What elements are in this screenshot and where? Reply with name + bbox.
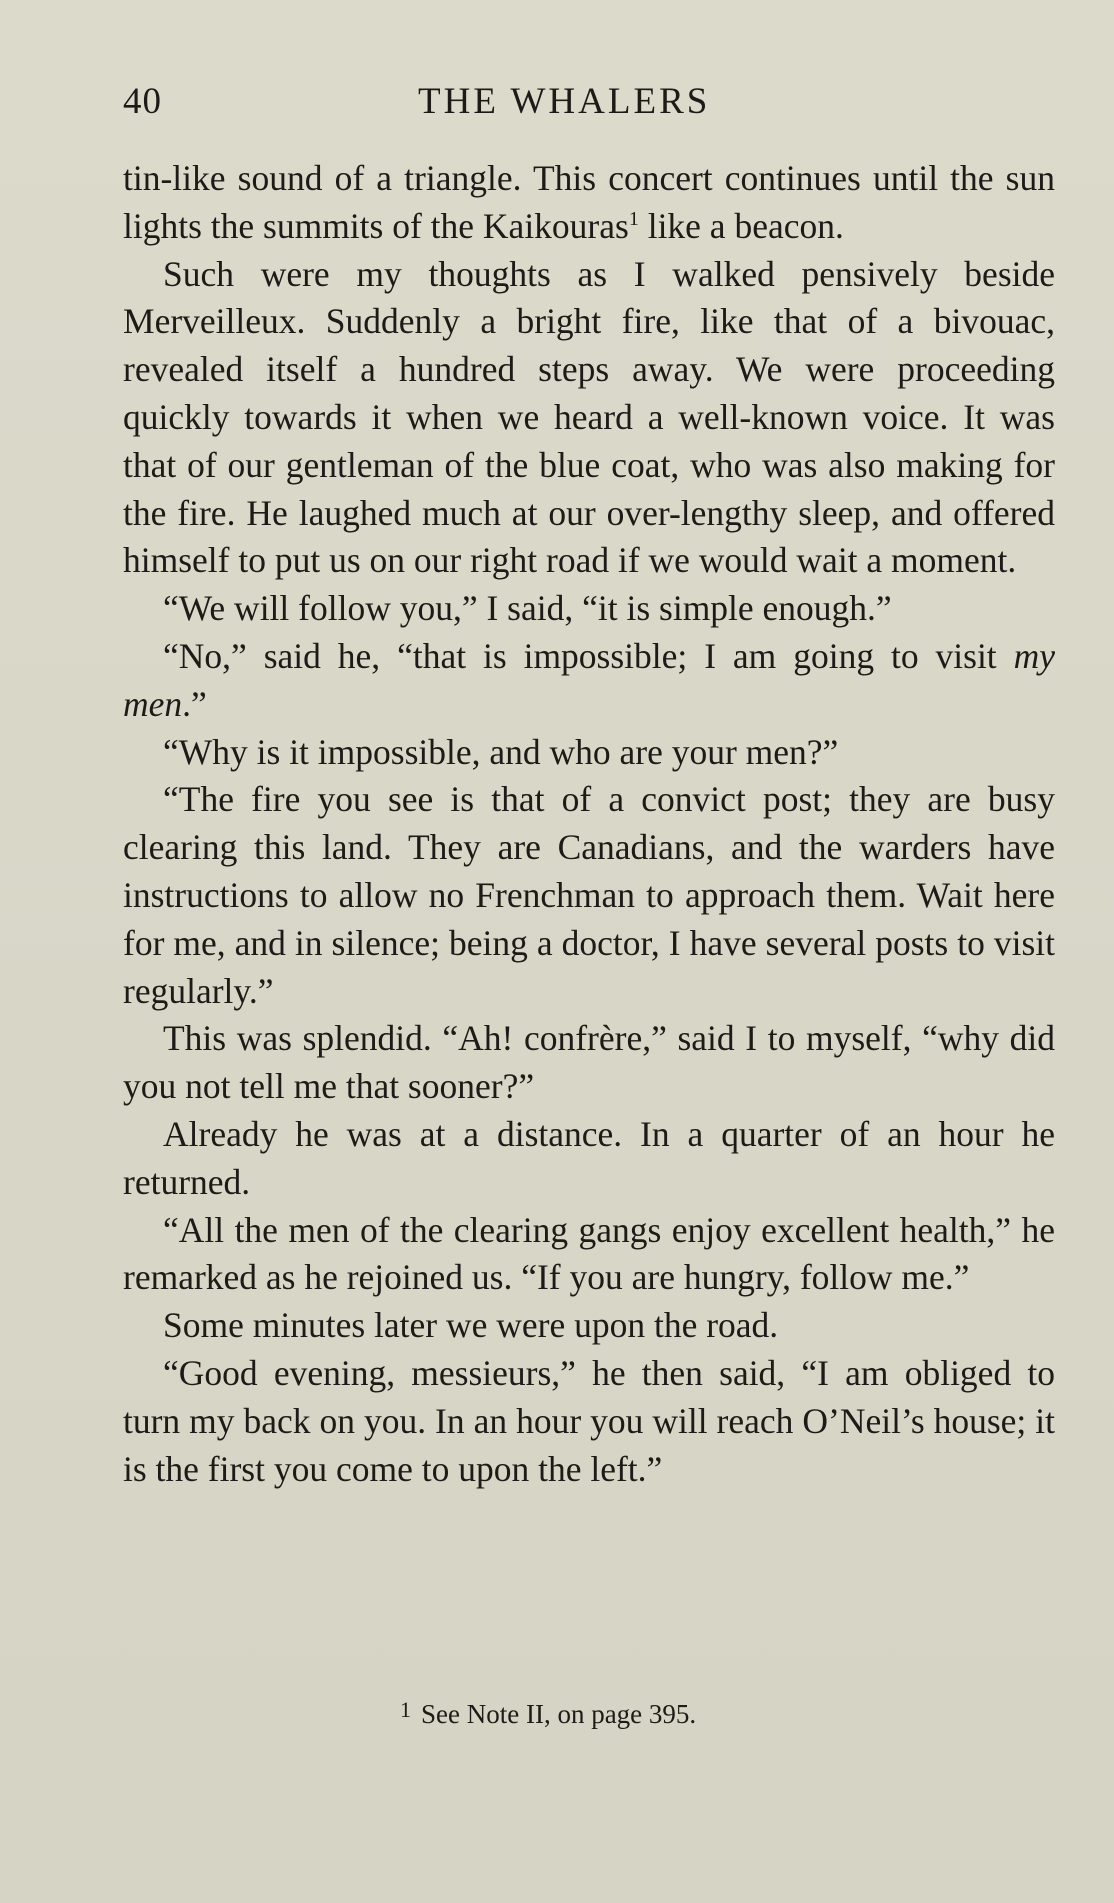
footnote-mark: 1 [400,1697,411,1722]
paragraph-9: “All the men of the clearing gangs enjoy excellent health,” he remarked as he rejoined us. “If you are hungry, follow me.” [123,1209,1055,1298]
paragraph-10: Some minutes later we were upon the road. [163,1305,779,1346]
running-title: THE WHALERS [418,81,711,122]
paragraph-11: “Good evening, messieurs,” he then said, “I am obliged to turn my back on you. In an hour you will reach O’Neil’s house; it is the first you come to upon the left.” [123,1352,1055,1489]
paragraph-7: This was splendid. “Ah! confrère,” said I to myself, “why did you not tell me that sooner?” [123,1018,1055,1107]
page-number: 40 [123,81,162,122]
paragraph-4-text-b: .” [182,683,207,724]
running-head [123,80,1055,130]
paragraph-6: “The fire you see is that of a convict post; they are busy clearing this land. They are Canadians, and the warders have instructions to allow no Frenchman to approach them. Wait here for me, and in silence; being a doctor, I have several posts to visit regularly.” [123,779,1055,1011]
paragraph-4-italic: my men [123,635,1055,724]
paragraph-4 [123,633,1055,729]
footnote-reference: 1 [628,207,639,230]
footnote [400,1693,696,1731]
paragraph-4-text-a: “No,” said he, “that is impossible; I am going to visit [163,635,1014,676]
footnote-text: See Note II, on page 395. [421,1699,697,1729]
paragraph-3: “We will follow you,” I said, “it is simple enough.” [163,588,892,629]
body-text [123,155,1055,1493]
paragraph-1-text-a: tin-like sound of a triangle. This concert continues until the sun lights the summits of the Kaikouras [123,158,1055,246]
paragraph-1-text-b: like a beacon. [638,205,844,246]
paragraph-1 [123,155,1055,251]
paragraph-5: “Why is it impossible, and who are your men?” [163,731,839,772]
paragraph-8: Already he was at a distance. In a quarter of an hour he returned. [123,1113,1055,1202]
paragraph-2: Such were my thoughts as I walked pensively beside Merveilleux. Suddenly a bright fire, like that of a bivouac, revealed itself a hundred steps away. We were proceeding quickly towards it when we heard a well-known voice. It was that of our gentleman of the blue coat, who was also making for the fire. He laughed much at our over-lengthy sleep, and offered himself to put us on our right road if we would wait a moment. [123,253,1055,581]
